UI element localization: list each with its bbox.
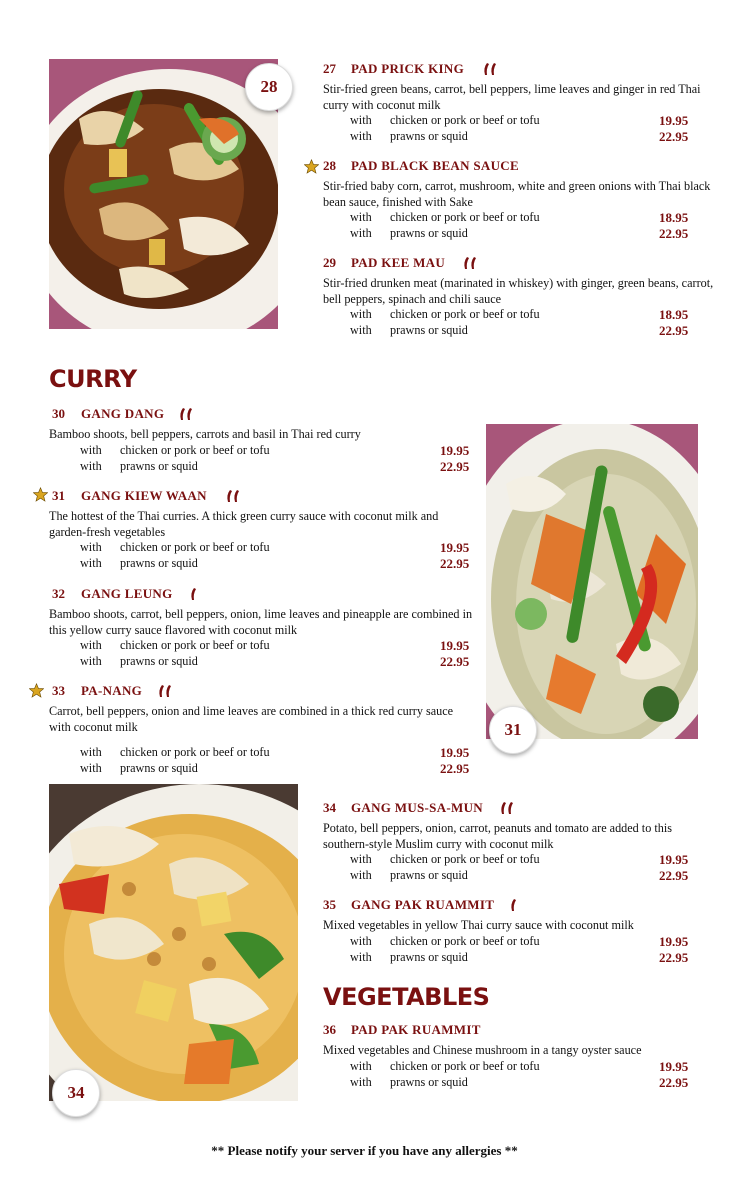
spicy-icon	[481, 61, 499, 77]
price: 19.95	[440, 442, 470, 458]
spicy-icon	[156, 683, 174, 699]
spicy-icon	[177, 406, 195, 422]
menu-item-31	[49, 488, 474, 572]
item-description: Potato, bell peppers, onion, carrot, peanuts and tomato are added to this southern-style Muslim curry with coconut milk	[323, 821, 672, 851]
price: 19.95	[440, 540, 470, 555]
option-label: prawns or squid	[390, 868, 468, 882]
with-label: with	[350, 852, 372, 866]
with-label: with	[350, 933, 372, 948]
photo-badge-31: 31	[489, 706, 537, 754]
item-name: PA-NANG	[81, 683, 143, 698]
item-name: GANG DANG	[81, 406, 165, 421]
price: 22.95	[659, 949, 689, 965]
menu-item-27	[323, 61, 718, 145]
price-row	[323, 113, 718, 129]
option-label: prawns or squid	[390, 949, 468, 964]
with-label: with	[80, 638, 102, 652]
option-label: chicken or pork or beef or tofu	[390, 1058, 540, 1073]
item-description: Mixed vegetables in yellow Thai curry sauce with coconut milk	[323, 918, 634, 932]
item-description: Carrot, bell peppers, onion and lime leaves are combined in a thick red curry sauce with coconut milk	[49, 704, 454, 734]
option-label: prawns or squid	[120, 761, 198, 775]
item-description: Stir-fried baby corn, carrot, mushroom, white and green onions with Thai black bean sauce, finished with Sake	[323, 179, 711, 209]
option-label: chicken or pork or beef or tofu	[120, 442, 270, 457]
item-number: 32	[52, 586, 65, 601]
price: 19.95	[440, 638, 470, 653]
with-label: with	[350, 129, 372, 143]
price: 22.95	[440, 458, 470, 474]
price-row	[49, 745, 474, 761]
with-label: with	[350, 113, 372, 127]
price-row	[323, 129, 718, 145]
menu-item-34	[323, 800, 718, 884]
item-description: Stir-fried drunken meat (marinated in whiskey) with ginger, green beans, carrot, bell peppers, spinach and chili sauce	[323, 276, 714, 306]
price: 18.95	[659, 307, 689, 322]
spicy-icon	[498, 800, 516, 816]
with-label: with	[80, 556, 102, 570]
with-label: with	[350, 949, 372, 964]
option-label: prawns or squid	[120, 556, 198, 570]
price-row	[323, 852, 718, 868]
item-number: 34	[323, 800, 336, 815]
option-label: chicken or pork or beef or tofu	[390, 113, 540, 127]
price-row	[49, 443, 474, 459]
price-row	[49, 761, 474, 777]
item-name: GANG MUS-SA-MUN	[351, 800, 483, 815]
price: 22.95	[440, 556, 470, 571]
item-name: GANG LEUNG	[81, 586, 173, 601]
price: 22.95	[659, 129, 689, 144]
with-label: with	[80, 654, 102, 668]
favorite-star-icon	[29, 683, 44, 698]
price: 22.95	[659, 868, 689, 883]
item-name: PAD BLACK BEAN SAUCE	[351, 158, 519, 173]
price: 22.95	[659, 226, 689, 241]
dish-photo-31	[486, 424, 698, 739]
menu-item-29	[323, 255, 718, 339]
spicy-icon	[224, 488, 242, 504]
dish-photo-28	[49, 59, 278, 329]
price-row	[323, 934, 718, 950]
item-number: 30	[52, 406, 65, 421]
item-description: Bamboo shoots, carrot, bell peppers, onion, lime leaves and pineapple are combined in this yellow curry sauce flavored with coconut milk	[49, 607, 473, 637]
price-row	[49, 556, 474, 572]
price-row	[49, 638, 474, 654]
with-label: with	[80, 458, 102, 473]
spicy-icon	[505, 897, 523, 913]
price-row	[323, 1059, 718, 1075]
with-label: with	[80, 761, 102, 775]
price-row	[323, 226, 718, 242]
option-label: chicken or pork or beef or tofu	[120, 540, 270, 554]
with-label: with	[350, 1058, 372, 1073]
option-label: chicken or pork or beef or tofu	[390, 307, 540, 321]
item-number: 35	[323, 897, 336, 912]
with-label: with	[80, 540, 102, 554]
price: 19.95	[659, 113, 689, 128]
item-description: Bamboo shoots, bell peppers, carrots and basil in Thai red curry	[49, 427, 361, 441]
price: 19.95	[659, 933, 689, 949]
option-label: chicken or pork or beef or tofu	[120, 638, 270, 652]
with-label: with	[350, 226, 372, 240]
dish-photo-34	[49, 784, 298, 1101]
price-row	[323, 950, 718, 966]
menu-item-32	[49, 586, 474, 670]
price-row	[49, 654, 474, 670]
with-label: with	[350, 323, 372, 337]
option-label: chicken or pork or beef or tofu	[390, 210, 540, 224]
item-name: PAD PAK RUAMMIT	[351, 1022, 481, 1037]
with-label: with	[350, 210, 372, 224]
item-number: 36	[323, 1022, 336, 1037]
option-label: prawns or squid	[390, 1074, 468, 1089]
price-row	[49, 540, 474, 556]
option-label: prawns or squid	[120, 458, 198, 473]
allergy-notice: ** Please notify your server if you have any allergies **	[211, 1143, 518, 1158]
price: 22.95	[659, 323, 689, 338]
price: 22.95	[440, 654, 470, 669]
price-row	[49, 459, 474, 475]
section-title-curry: CURRY	[49, 365, 137, 393]
photo-badge-34: 34	[52, 1069, 100, 1117]
price: 19.95	[440, 745, 470, 760]
with-label: with	[350, 868, 372, 882]
spicy-icon	[185, 586, 203, 602]
item-description: Mixed vegetables and Chinese mushroom in a tangy oyster sauce	[323, 1043, 642, 1057]
favorite-star-icon	[304, 159, 319, 174]
option-label: chicken or pork or beef or tofu	[120, 745, 270, 759]
option-label: chicken or pork or beef or tofu	[390, 933, 540, 948]
price: 19.95	[659, 852, 689, 867]
option-label: prawns or squid	[120, 654, 198, 668]
with-label: with	[80, 442, 102, 457]
item-description: Stir-fried green beans, carrot, bell peppers, lime leaves and ginger in red Thai curry with coconut milk	[323, 82, 701, 112]
price-row	[323, 1075, 718, 1091]
price-row	[323, 323, 718, 339]
option-label: prawns or squid	[390, 323, 468, 337]
item-number: 28	[323, 158, 336, 173]
item-name: GANG KIEW WAAN	[81, 488, 207, 503]
menu-item-30	[49, 406, 474, 475]
price: 22.95	[440, 761, 470, 776]
item-name: PAD KEE MAU	[351, 255, 446, 270]
with-label: with	[350, 1074, 372, 1089]
item-number: 31	[52, 488, 65, 503]
section-title-vegetables: VEGETABLES	[323, 983, 490, 1011]
photo-badge-28: 28	[245, 63, 293, 111]
price: 19.95	[659, 1058, 689, 1074]
price: 18.95	[659, 210, 689, 225]
menu-item-35	[323, 897, 718, 966]
item-number: 29	[323, 255, 336, 270]
option-label: prawns or squid	[390, 129, 468, 143]
price: 22.95	[659, 1074, 689, 1090]
spicy-icon	[461, 255, 479, 271]
favorite-star-icon	[33, 487, 48, 502]
item-number: 33	[52, 683, 65, 698]
price-row	[323, 307, 718, 323]
item-description: The hottest of the Thai curries. A thick green curry sauce with coconut milk and garden-fresh vegetables	[49, 509, 439, 539]
menu-item-33	[49, 683, 474, 777]
option-label: chicken or pork or beef or tofu	[390, 852, 540, 866]
item-name: GANG PAK RUAMMIT	[351, 897, 495, 912]
price-row	[323, 210, 718, 226]
item-number: 27	[323, 61, 336, 76]
menu-item-28	[323, 158, 718, 242]
with-label: with	[80, 745, 102, 759]
menu-item-36	[323, 1022, 718, 1091]
item-name: PAD PRICK KING	[351, 61, 465, 76]
option-label: prawns or squid	[390, 226, 468, 240]
price-row	[323, 868, 718, 884]
with-label: with	[350, 307, 372, 321]
